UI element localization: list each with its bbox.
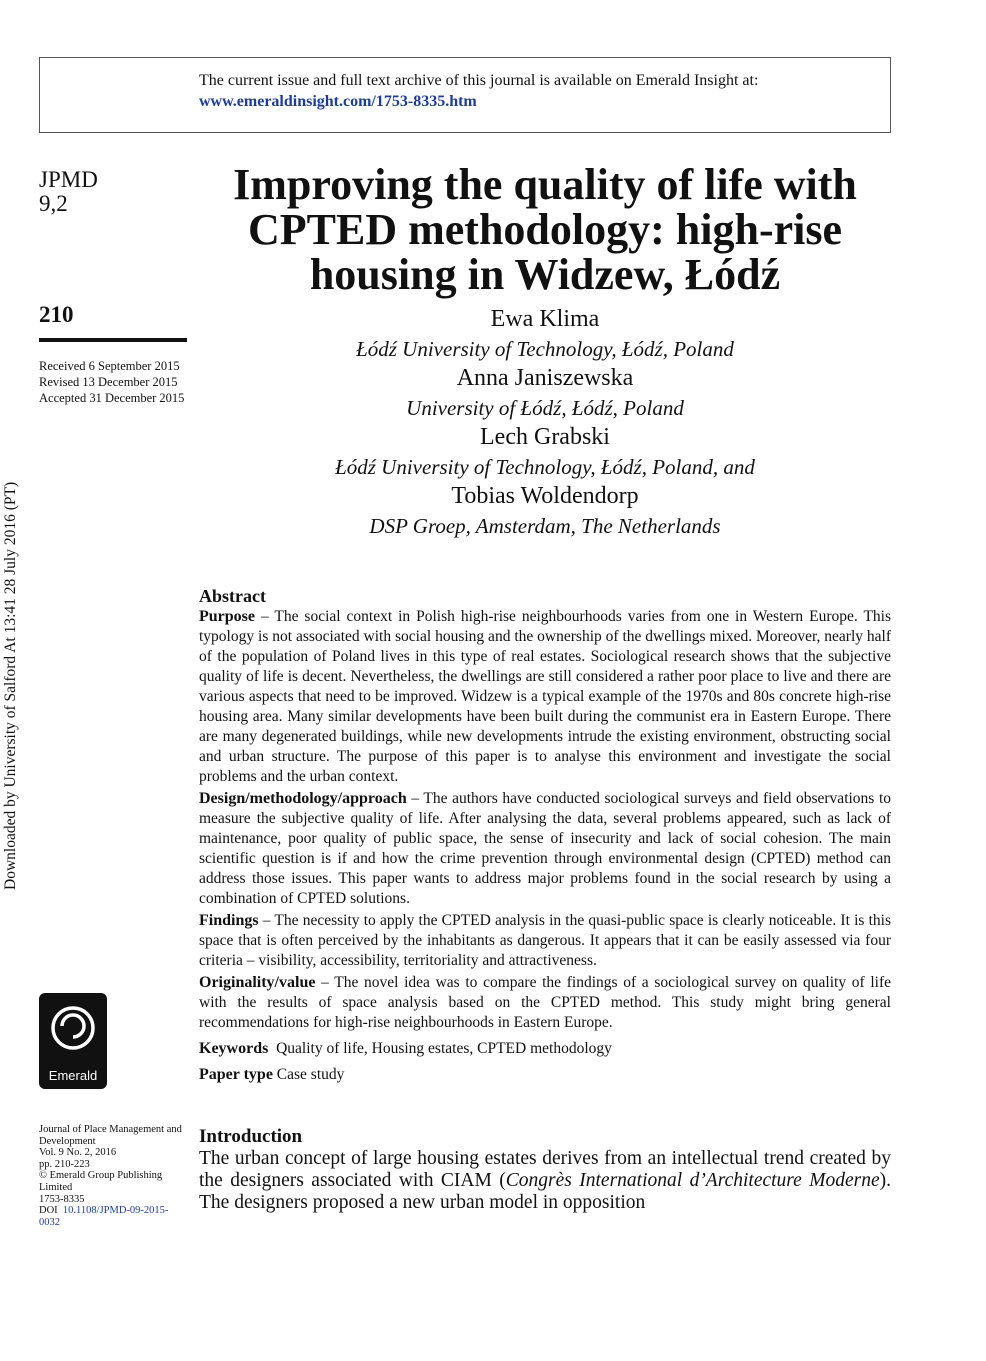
journal-code-block xyxy=(39,168,98,216)
author-name: Lech Grabski xyxy=(480,424,610,450)
findings-label: Findings xyxy=(199,912,259,929)
keywords xyxy=(199,1039,891,1059)
papertype-text: Case study xyxy=(276,1066,345,1083)
doi-label: DOI xyxy=(39,1205,58,1217)
received-date: Received 6 September 2015 xyxy=(39,359,180,373)
journal-pages: pp. 210-223 xyxy=(39,1158,90,1170)
author-list xyxy=(199,305,891,541)
originality-text: – The novel idea was to compare the findings of a sociological survey on quality of life with the results of space analysis based on the CPTED method. This study might bring general recommendations for high-rise neighbourhoods in Eastern Europe. xyxy=(199,974,891,1031)
journal-volume: Vol. 9 No. 2, 2016 xyxy=(39,1147,117,1159)
logo-wordmark: Emerald xyxy=(48,1068,98,1083)
journal-name-1: Journal of Place Management and xyxy=(39,1124,182,1135)
journal-link[interactable]: www.emeraldinsight.com/1753-8335.htm xyxy=(199,93,477,110)
keywords-text: Quality of life, Housing estates, CPTED methodology xyxy=(276,1040,612,1057)
journal-abbrev: JPMD xyxy=(39,167,98,192)
abstract-findings xyxy=(199,911,891,971)
paper-type xyxy=(199,1065,891,1085)
author-affiliation: University of Łódź, Łódź, Poland xyxy=(406,396,684,420)
papertype-label: Paper type xyxy=(199,1066,273,1083)
author-affiliation: DSP Groep, Amsterdam, The Netherlands xyxy=(369,514,721,538)
journal-publisher: © Emerald Group Publishing Limited xyxy=(39,1170,163,1193)
history-dates xyxy=(39,358,184,406)
intro-text-italic: Congrès International d’Architecture Moderne xyxy=(505,1170,880,1191)
volume-issue: 9,2 xyxy=(39,191,68,216)
doi-link[interactable]: 10.1108/JPMD-09-2015-0032 xyxy=(39,1205,169,1228)
abstract-purpose xyxy=(199,607,891,787)
abstract-heading: Abstract xyxy=(199,586,266,606)
originality-label: Originality/value xyxy=(199,974,316,991)
author-name: Anna Janiszewska xyxy=(456,365,634,391)
journal-info xyxy=(39,1124,189,1228)
abstract-originality xyxy=(199,973,891,1033)
journal-issn: 1753-8335 xyxy=(39,1193,85,1205)
download-watermark: Downloaded by University of Salford At 13:41 28 July 2016 (PT) xyxy=(2,481,19,890)
journal-name-2: Development xyxy=(39,1135,96,1147)
divider-rule xyxy=(39,338,187,342)
page-number: 210 xyxy=(39,302,74,327)
access-notice: The current issue and full text archive of this journal is available on Emerald Insight at: xyxy=(199,72,759,89)
intro-text-b: ). The designers proposed a new urban model in opposition xyxy=(199,1170,892,1213)
introduction-heading: Introduction xyxy=(199,1126,303,1147)
revised-date: Revised 13 December 2015 xyxy=(39,375,178,389)
design-text: – The authors have conducted sociological surveys and field observations to measure the subjective quality of life. After analysing the data, several problems appeared, such as lack of maintenance, poor quality of public space, the sense of insecurity and lack of social cohesion. The main scientific question is if and how the crime prevention through environmental design (CPTED) method can address those issues. This paper wants to address major problems found in the social research by using a combination of CPTED solutions. xyxy=(199,790,891,907)
journal-doi-line xyxy=(39,1205,189,1228)
findings-text: – The necessity to apply the CPTED analysis in the quasi-public space is clearly noticeable. It is this space that is often perceived by the inhabitants as dangerous. It appears that it can be easily assessed via four criteria – visibility, accessibility, territoriality and attractiveness. xyxy=(199,912,891,969)
purpose-label: Purpose xyxy=(199,608,255,625)
accepted-date: Accepted 31 December 2015 xyxy=(39,391,185,405)
author-name: Tobias Woldendorp xyxy=(451,483,639,509)
author-affiliation: Łódź University of Technology, Łódź, Poland, and xyxy=(335,455,755,479)
abstract-design xyxy=(199,789,891,909)
emerald-logo-icon xyxy=(48,1001,98,1061)
keywords-label: Keywords xyxy=(199,1040,269,1057)
author-name: Ewa Klima xyxy=(490,306,600,332)
paper-title: Improving the quality of life with CPTED methodology: high-rise housing in Widzew, Łódź xyxy=(233,160,857,299)
emerald-logo xyxy=(39,993,107,1089)
intro-text-a: The urban concept of large housing estates derives from an intellectual trend created by the designers associated with CIAM ( xyxy=(199,1148,891,1191)
purpose-text: – The social context in Polish high-rise neighbourhoods varies from one in Western Europe. This typology is not associated with social housing and the ownership of the dwellings mixed. Moreover, nearly half of the population of Poland lives in this type of real estates. Sociological research shows that the subjective quality of life is decent. Nevertheless, the dwellings are still considered a rather poor place to live and there are various aspects that need to be improved. Widzew is a typical example of the 1970s and 80s concrete high-rise housing area. Many similar developments have been built during the communist era in Eastern Europe. There are many degenerated buildings, while new developments intrude the existing environment, obstructing social and urban structure. The purpose of this paper is to analyse this environment and investigate the social problems and the urban context. xyxy=(199,608,891,785)
design-label: Design/methodology/approach xyxy=(199,790,407,807)
introduction-section xyxy=(199,1126,891,1214)
introduction-text xyxy=(199,1148,891,1214)
abstract-section xyxy=(199,585,891,1087)
author-affiliation: Łódź University of Technology, Łódź, Poland xyxy=(356,337,734,361)
